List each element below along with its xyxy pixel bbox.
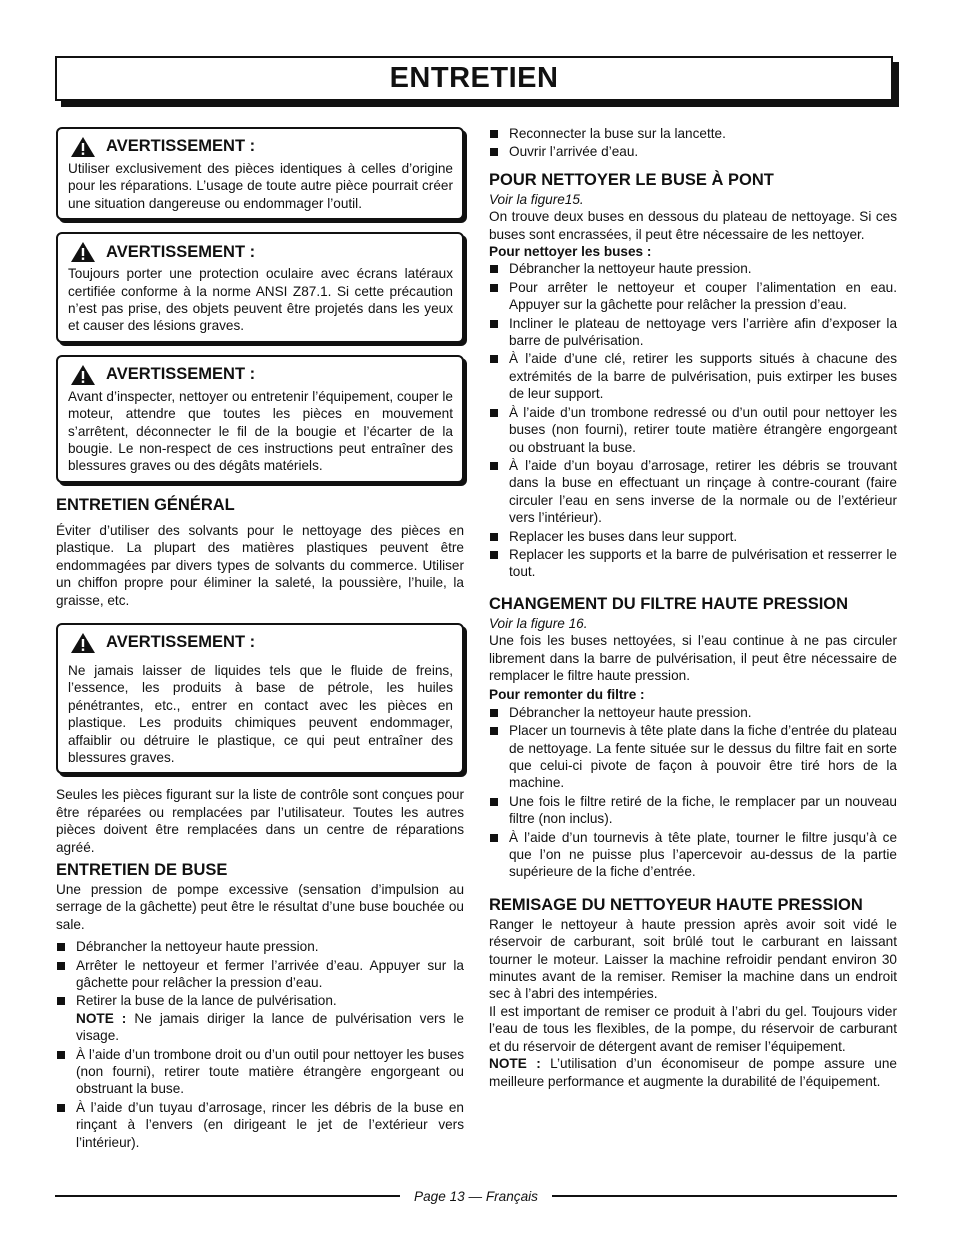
list-item: Reconnecter la buse sur la lancette. xyxy=(489,125,897,142)
bullet-icon xyxy=(57,1051,65,1059)
list-item: À l’aide d’un tournevis à tête plate, tourner le filtre jusqu’à ce que l’on ne puisse plus l’apercevoir au-dessus de la partie supérieure de la fiche d’entrée. xyxy=(489,829,897,881)
parts-text: Seules les pièces figurant sur la liste de contrôle sont conçues pour être réparées ou remplacées par l’utilisateur. Toutes les autres pièces doivent être remplacées dans un centre de réparations agréé. xyxy=(56,787,464,855)
left-column xyxy=(56,127,464,1152)
bullet-icon xyxy=(490,709,498,717)
bridge-sublabel: Pour nettoyer les buses : xyxy=(489,244,652,260)
warning-title: AVERTISSEMENT : xyxy=(106,633,256,652)
list-item: Débrancher la nettoyeur haute pression. xyxy=(56,938,464,955)
bullet-icon xyxy=(490,148,498,156)
footer-rule-right xyxy=(552,1195,897,1197)
bullet-icon xyxy=(490,834,498,842)
warning-text: Avant d’inspecter, nettoyer ou entretenir l’équipement, couper le moteur, attendre que toutes les pièces en mouvement s’arrêtent, déconnecter le fil de la bougie et l’écarter de la bougie. Le non-respect de ces instructions peut entraîner des blessures graves ou des dégâts matériels. xyxy=(68,388,453,474)
bullet-icon xyxy=(490,727,498,735)
list-item: Une fois le filtre retiré de la fiche, le remplacer par un nouveau filtre (non inclus). xyxy=(489,793,897,828)
page-title: ENTRETIEN xyxy=(389,62,559,94)
list-item: À l’aide d’un trombone droit ou d’un outil pour nettoyer les buses (non fourni), retirer toute matière étrangère engorgeant ou obstruant la buse. xyxy=(56,1046,464,1098)
bullet-icon xyxy=(57,997,65,1005)
warning-text: Utiliser exclusivement des pièces identiques à celles d’origine pour les réparations. L’usage de toute autre pièce pourrait créer une situation dangereuse ou endommager l’outil. xyxy=(68,161,453,211)
right-column xyxy=(489,125,897,1090)
warning-icon xyxy=(70,632,96,654)
bullet-icon xyxy=(490,284,498,292)
bridge-steps xyxy=(489,260,897,580)
top-steps xyxy=(489,125,897,161)
warning-title: AVERTISSEMENT : xyxy=(106,365,256,384)
section-heading-storage: REMISAGE DU NETTOYEUR HAUTE PRESSION xyxy=(489,895,863,914)
bullet-icon xyxy=(57,943,65,951)
warning-icon xyxy=(70,136,96,158)
bullet-icon xyxy=(490,320,498,328)
bullet-icon xyxy=(490,533,498,541)
bullet-icon xyxy=(490,798,498,806)
list-item: Débrancher la nettoyeur haute pression. xyxy=(489,260,897,277)
section-heading-bridge: POUR NETTOYER LE BUSE À PONT xyxy=(489,170,774,189)
general-text: Éviter d’utiliser des solvants pour le nettoyage des pièces en plastique. La plupart des matières plastiques peuvent être endommagées par divers types de solvants du commerce. Utiliser un chiffon propre pour éliminer la saleté, la poussière, l’huile, la graisse, etc. xyxy=(56,522,464,608)
bullet-icon xyxy=(57,1104,65,1112)
list-item: À l’aide d’un boyau d’arrosage, retirer les débris se trouvant dans la buse en effectuant un rinçage à contre-courant (faire circuler l’eau en sens inverse de la normale ou de l’extérieur vers l’intérieur). xyxy=(489,457,897,527)
page-number: Page 13 — Français xyxy=(414,1188,538,1204)
bullet-icon xyxy=(490,355,498,363)
section-heading-nozzle: ENTRETIEN DE BUSE xyxy=(56,860,228,879)
warning-icon xyxy=(70,241,96,263)
storage-note xyxy=(489,1055,897,1090)
list-item: Ouvrir l’arrivée d’eau. xyxy=(489,143,897,160)
list-item: Pour arrêter le nettoyeur et couper l’alimentation en eau. Appuyer sur la gâchette pour relâcher la pression d’eau. xyxy=(489,279,897,314)
page-title-box xyxy=(55,56,893,101)
page-footer xyxy=(55,1186,897,1206)
warning-box-3 xyxy=(56,355,464,483)
bullet-icon xyxy=(490,409,498,417)
bullet-icon xyxy=(490,130,498,138)
note-text: Ne jamais diriger la lance de pulvérisation vers le visage. xyxy=(76,1010,464,1044)
note-text: L’utilisation d’un économiseur de pompe assure une meilleure performance et augmente la durabilité de l’équipement. xyxy=(489,1056,897,1089)
bullet-icon xyxy=(490,462,498,470)
warning-text: Ne jamais laisser de liquides tels que le fluide de freins, l’essence, les produits à base de pétrole, les huiles pénétrantes, etc., entrer en contact avec les pièces en plastique. Les produits chimiques peuvent endommager, affaiblir ou détruire le plastique, ce qui peut entraîner des blessures graves. xyxy=(68,662,453,765)
filter-steps xyxy=(489,704,897,881)
warning-box-1 xyxy=(56,127,464,220)
warning-title: AVERTISSEMENT : xyxy=(106,137,256,156)
list-item: Replacer les buses dans leur support. xyxy=(489,528,897,545)
bridge-text: On trouve deux buses en dessous du plateau de nettoyage. Si ces buses sont encrassées, il peut être nécessaire de les nettoyer. xyxy=(489,209,897,242)
list-item: À l’aide d’une clé, retirer les supports situés à chacune des extrémités de la barre de pulvérisation, puis extirper les buses de leur support. xyxy=(489,350,897,402)
warning-text: Toujours porter une protection oculaire avec écrans latéraux certifiée conforme à la norme ANSI Z87.1. Si cette précaution n’est pas prise, des objets peuvent être projetés dans les yeux et causer des lésions graves. xyxy=(68,266,453,334)
note-label: NOTE : xyxy=(489,1056,541,1072)
section-heading-general: ENTRETIEN GÉNÉRAL xyxy=(56,495,235,514)
list-item: À l’aide d’un tuyau d’arrosage, rincer les débris de la buse en rinçant à l’envers (en dirigeant le jet de l’extérieur vers l’intérieur). xyxy=(56,1099,464,1151)
warning-icon xyxy=(70,364,96,386)
filter-sublabel: Pour remonter du filtre : xyxy=(489,687,645,703)
list-item: Incliner le plateau de nettoyage vers l’arrière afin d’exposer la barre de pulvérisation. xyxy=(489,315,897,350)
list-item: Replacer les supports et la barre de pulvérisation et resserrer le tout. xyxy=(489,546,897,581)
storage-text: Ranger le nettoyeur à haute pression après avoir soit vidé le réservoir de carburant, soit brûlé tout le carburant en laissant tourner le moteur. Laisser la machine refroidir pendant environ 30 minutes avant de la remiser. Remiser la machine dans un endroit sec à l’abri des intempéries. xyxy=(489,916,897,1002)
note-label: NOTE : xyxy=(76,1010,127,1026)
footer-rule-left xyxy=(55,1195,400,1197)
figure-reference: Voir la figure15. xyxy=(489,191,584,207)
warning-box-2 xyxy=(56,232,464,343)
warning-title: AVERTISSEMENT : xyxy=(106,242,256,261)
bullet-icon xyxy=(490,551,498,559)
storage-text: Il est important de remiser ce produit à l’abri du gel. Toujours vider l’eau de tous les flexibles, de la pompe, du réservoir de carburant et du réservoir de détergent avant de remiser l’équipement. xyxy=(489,1003,897,1054)
nozzle-steps xyxy=(56,938,464,1151)
filter-text: Une fois les buses nettoyées, si l’eau continue à ne pas circuler librement dans la barre de pulvérisation, il peut être nécessaire de remplacer le filtre haute pression. xyxy=(489,633,897,683)
list-item: Débrancher la nettoyeur haute pression. xyxy=(489,704,897,721)
list-item: Placer un tournevis à tête plate dans la fiche d’entrée du plateau de nettoyage. La fente située sur le dessus du filtre fait en sorte que celui-ci pivote de façon à pouvoir être tiré hors de la machine. xyxy=(489,722,897,792)
bullet-icon xyxy=(490,265,498,273)
bullet-icon xyxy=(57,962,65,970)
section-heading-filter: CHANGEMENT DU FILTRE HAUTE PRESSION xyxy=(489,594,849,613)
list-item: Retirer la buse de la lance de pulvérisation. NOTE : Ne jamais diriger la lance de pulvérisation vers le visage. xyxy=(56,992,464,1044)
nozzle-text: Une pression de pompe excessive (sensation d’impulsion au serrage de la gâchette) peut être le résultat d’une buse bouchée ou sale. xyxy=(56,881,464,932)
list-item: À l’aide d’un trombone redressé ou d’un outil pour nettoyer les buses (non fourni), retirer toute matière étrangère engorgeant ou obstruant la buse. xyxy=(489,404,897,456)
list-item: Arrêter le nettoyeur et fermer l’arrivée d’eau. Appuyer sur la gâchette pour relâcher la pression d’eau. xyxy=(56,957,464,992)
warning-box-4 xyxy=(56,623,464,774)
figure-reference: Voir la figure 16. xyxy=(489,615,588,631)
